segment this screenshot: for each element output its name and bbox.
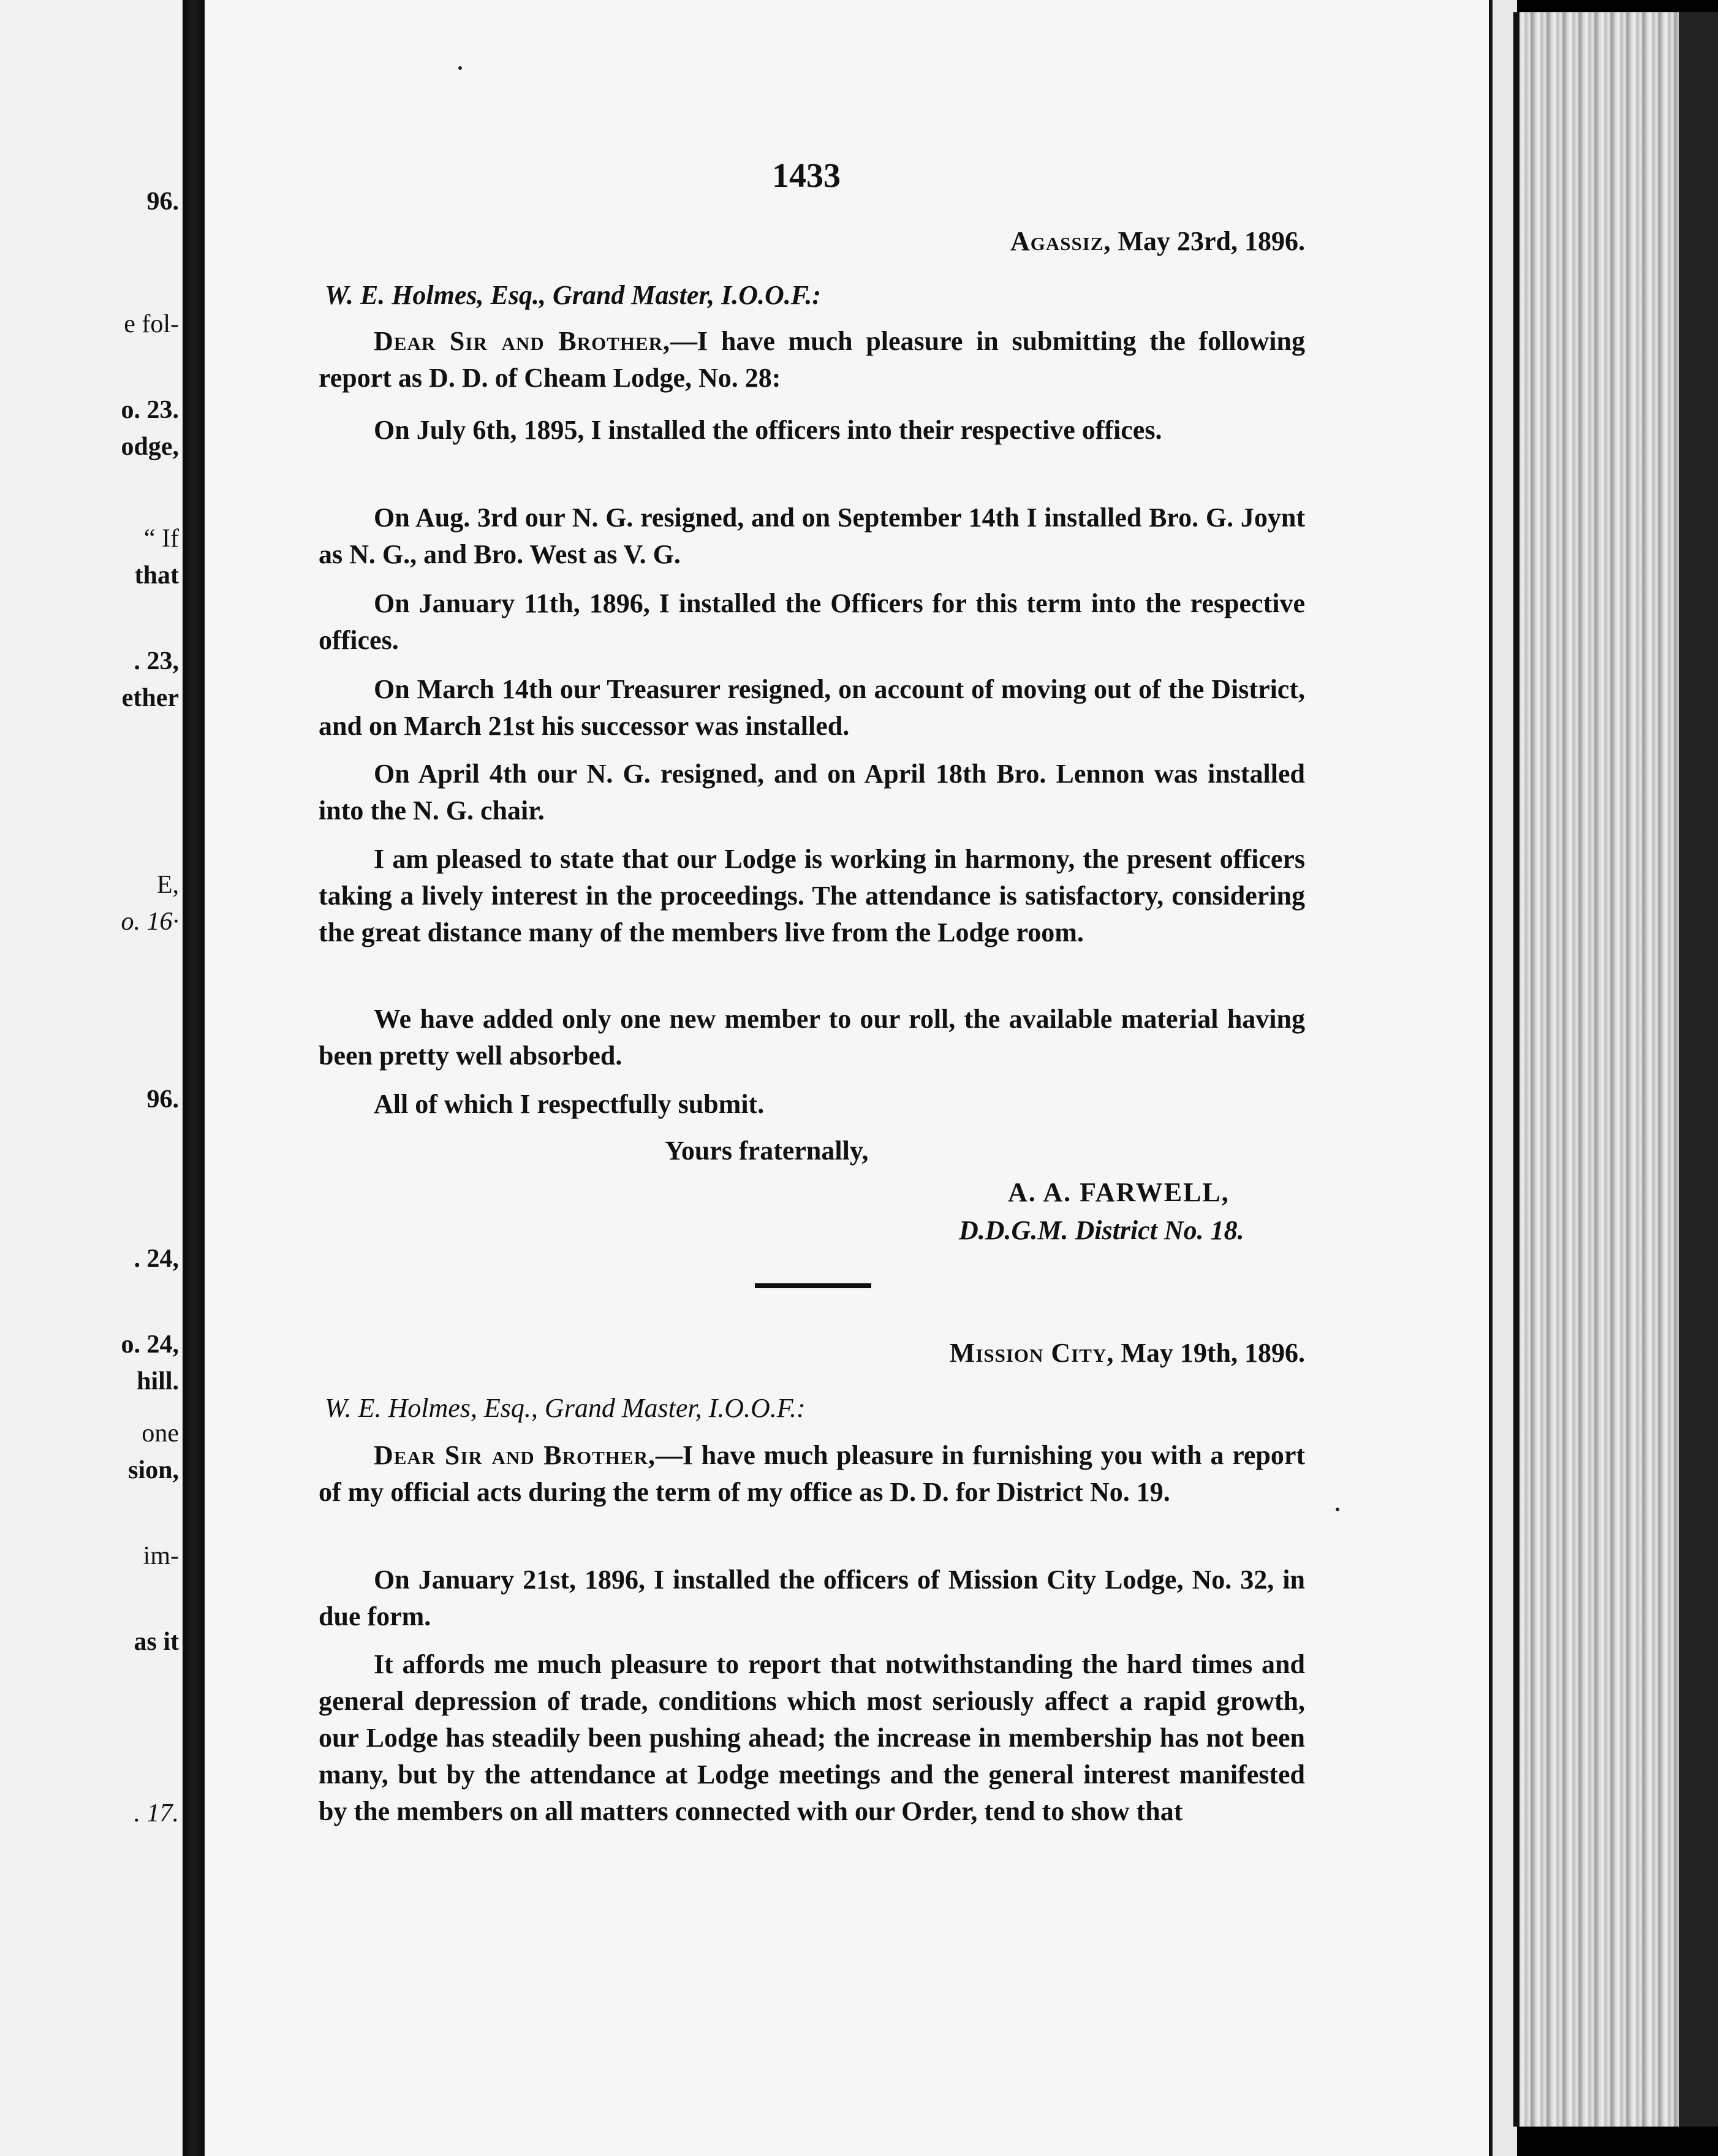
left-fragment: as it	[134, 1628, 179, 1656]
opening-rest: —I have much pleasure in furnishing you with a report of my official acts during the term of my office as D. D. for District No. 19.	[319, 1440, 1305, 1507]
letter1-paragraph: On January 11th, 1896, I installed the Officers for this term into the respective offices.	[319, 588, 1305, 655]
letter1-paragraph: We have added only one new member to our roll, the available material having been pretty well absorbed.	[319, 1004, 1305, 1071]
letter1-paragraph: On April 4th our N. G. resigned, and on April 18th Bro. Lennon was installed into the N. G. chair.	[319, 759, 1305, 826]
section-divider	[755, 1283, 871, 1288]
letter2-opening	[319, 1437, 1305, 1511]
letter1-opening	[319, 323, 1305, 397]
left-fragment: e fol-	[124, 310, 179, 338]
letter1-signer-title: D.D.G.M. District No. 18.	[959, 1215, 1244, 1245]
letter1-closing: Yours fraternally,	[665, 1136, 869, 1166]
print-speck	[458, 66, 462, 70]
letter2-salutation: W. E. Holmes, Esq., Grand Master, I.O.O.F.:	[325, 1393, 806, 1423]
letter1-salutation: W. E. Holmes, Esq., Grand Master, I.O.O.F.:	[325, 280, 822, 310]
left-fragment: sion,	[128, 1456, 179, 1484]
left-fragment: odge,	[121, 433, 179, 461]
left-fragment: . 24,	[134, 1245, 179, 1273]
left-fragment: that	[134, 561, 179, 590]
dateline-date: May 23rd, 1896.	[1118, 226, 1305, 256]
opening-rest: —I have much pleasure in submitting the following report as D. D. of Cheam Lodge, No. 28:	[319, 326, 1305, 393]
dateline-place: Mission City,	[949, 1338, 1114, 1368]
left-fragment: one	[142, 1419, 179, 1448]
left-facing-page	[0, 0, 183, 2156]
print-speck	[1336, 1508, 1339, 1511]
left-fragment: E,	[156, 871, 179, 899]
letter1-paragraph: All of which I respectfully submit.	[374, 1089, 765, 1119]
book-cover-edge	[1679, 12, 1718, 2127]
letter1-paragraph: On Aug. 3rd our N. G. resigned, and on September 14th I installed Bro. G. Joynt as N. G., and Bro. West as V. G.	[319, 503, 1305, 569]
left-fragment: . 23,	[134, 647, 179, 675]
left-fragment: o. 16·	[121, 908, 179, 936]
stacked-page-edges	[1513, 12, 1703, 2127]
left-fragment: o. 23.	[121, 396, 179, 424]
left-fragment: 96.	[146, 1085, 179, 1114]
book-gutter	[183, 0, 205, 2156]
left-fragment: im-	[143, 1542, 179, 1570]
opening-lead: Dear Sir and Brother,	[374, 1440, 656, 1470]
letter1-dateline	[1010, 226, 1305, 257]
letter1-signer: A. A. FARWELL,	[1008, 1177, 1230, 1207]
left-fragment: . 17.	[134, 1799, 179, 1828]
left-fragment: o. 24,	[121, 1330, 179, 1359]
dateline-place: Agassiz,	[1010, 226, 1111, 256]
dateline-date: May 19th, 1896.	[1121, 1338, 1305, 1368]
left-fragment: 96.	[146, 188, 179, 216]
left-fragment: ether	[121, 684, 179, 712]
opening-lead: Dear Sir and Brother,	[374, 326, 671, 356]
left-fragment: “ If	[143, 525, 179, 553]
left-fragment: hill.	[137, 1367, 179, 1395]
letter2-dateline	[950, 1337, 1305, 1368]
page-number: 1433	[772, 157, 841, 195]
letter1-paragraph: On July 6th, 1895, I installed the officers into their respective offices.	[374, 415, 1162, 445]
letter2-paragraph: It affords me much pleasure to report that notwithstanding the hard times and general depression of trade, conditions which most seriously affect a rapid growth, our Lodge has steadily been pushing ahead; the increase in membership has not been many, but by the attendance at Lodge meetings and the general interest manifested by the members on all matters connected with our Order, tend to show that	[319, 1649, 1305, 1826]
letter1-paragraph: I am pleased to state that our Lodge is working in harmony, the present officers taking a lively interest in the proceedings. The attendance is satisfactory, considering the great distance many of the members live from the Lodge room.	[319, 844, 1305, 947]
letter2-paragraph: On January 21st, 1896, I installed the officers of Mission City Lodge, No. 32, in due form.	[319, 1565, 1305, 1631]
letter1-paragraph: On March 14th our Treasurer resigned, on account of moving out of the District, and on March 21st his successor was installed.	[319, 674, 1305, 741]
